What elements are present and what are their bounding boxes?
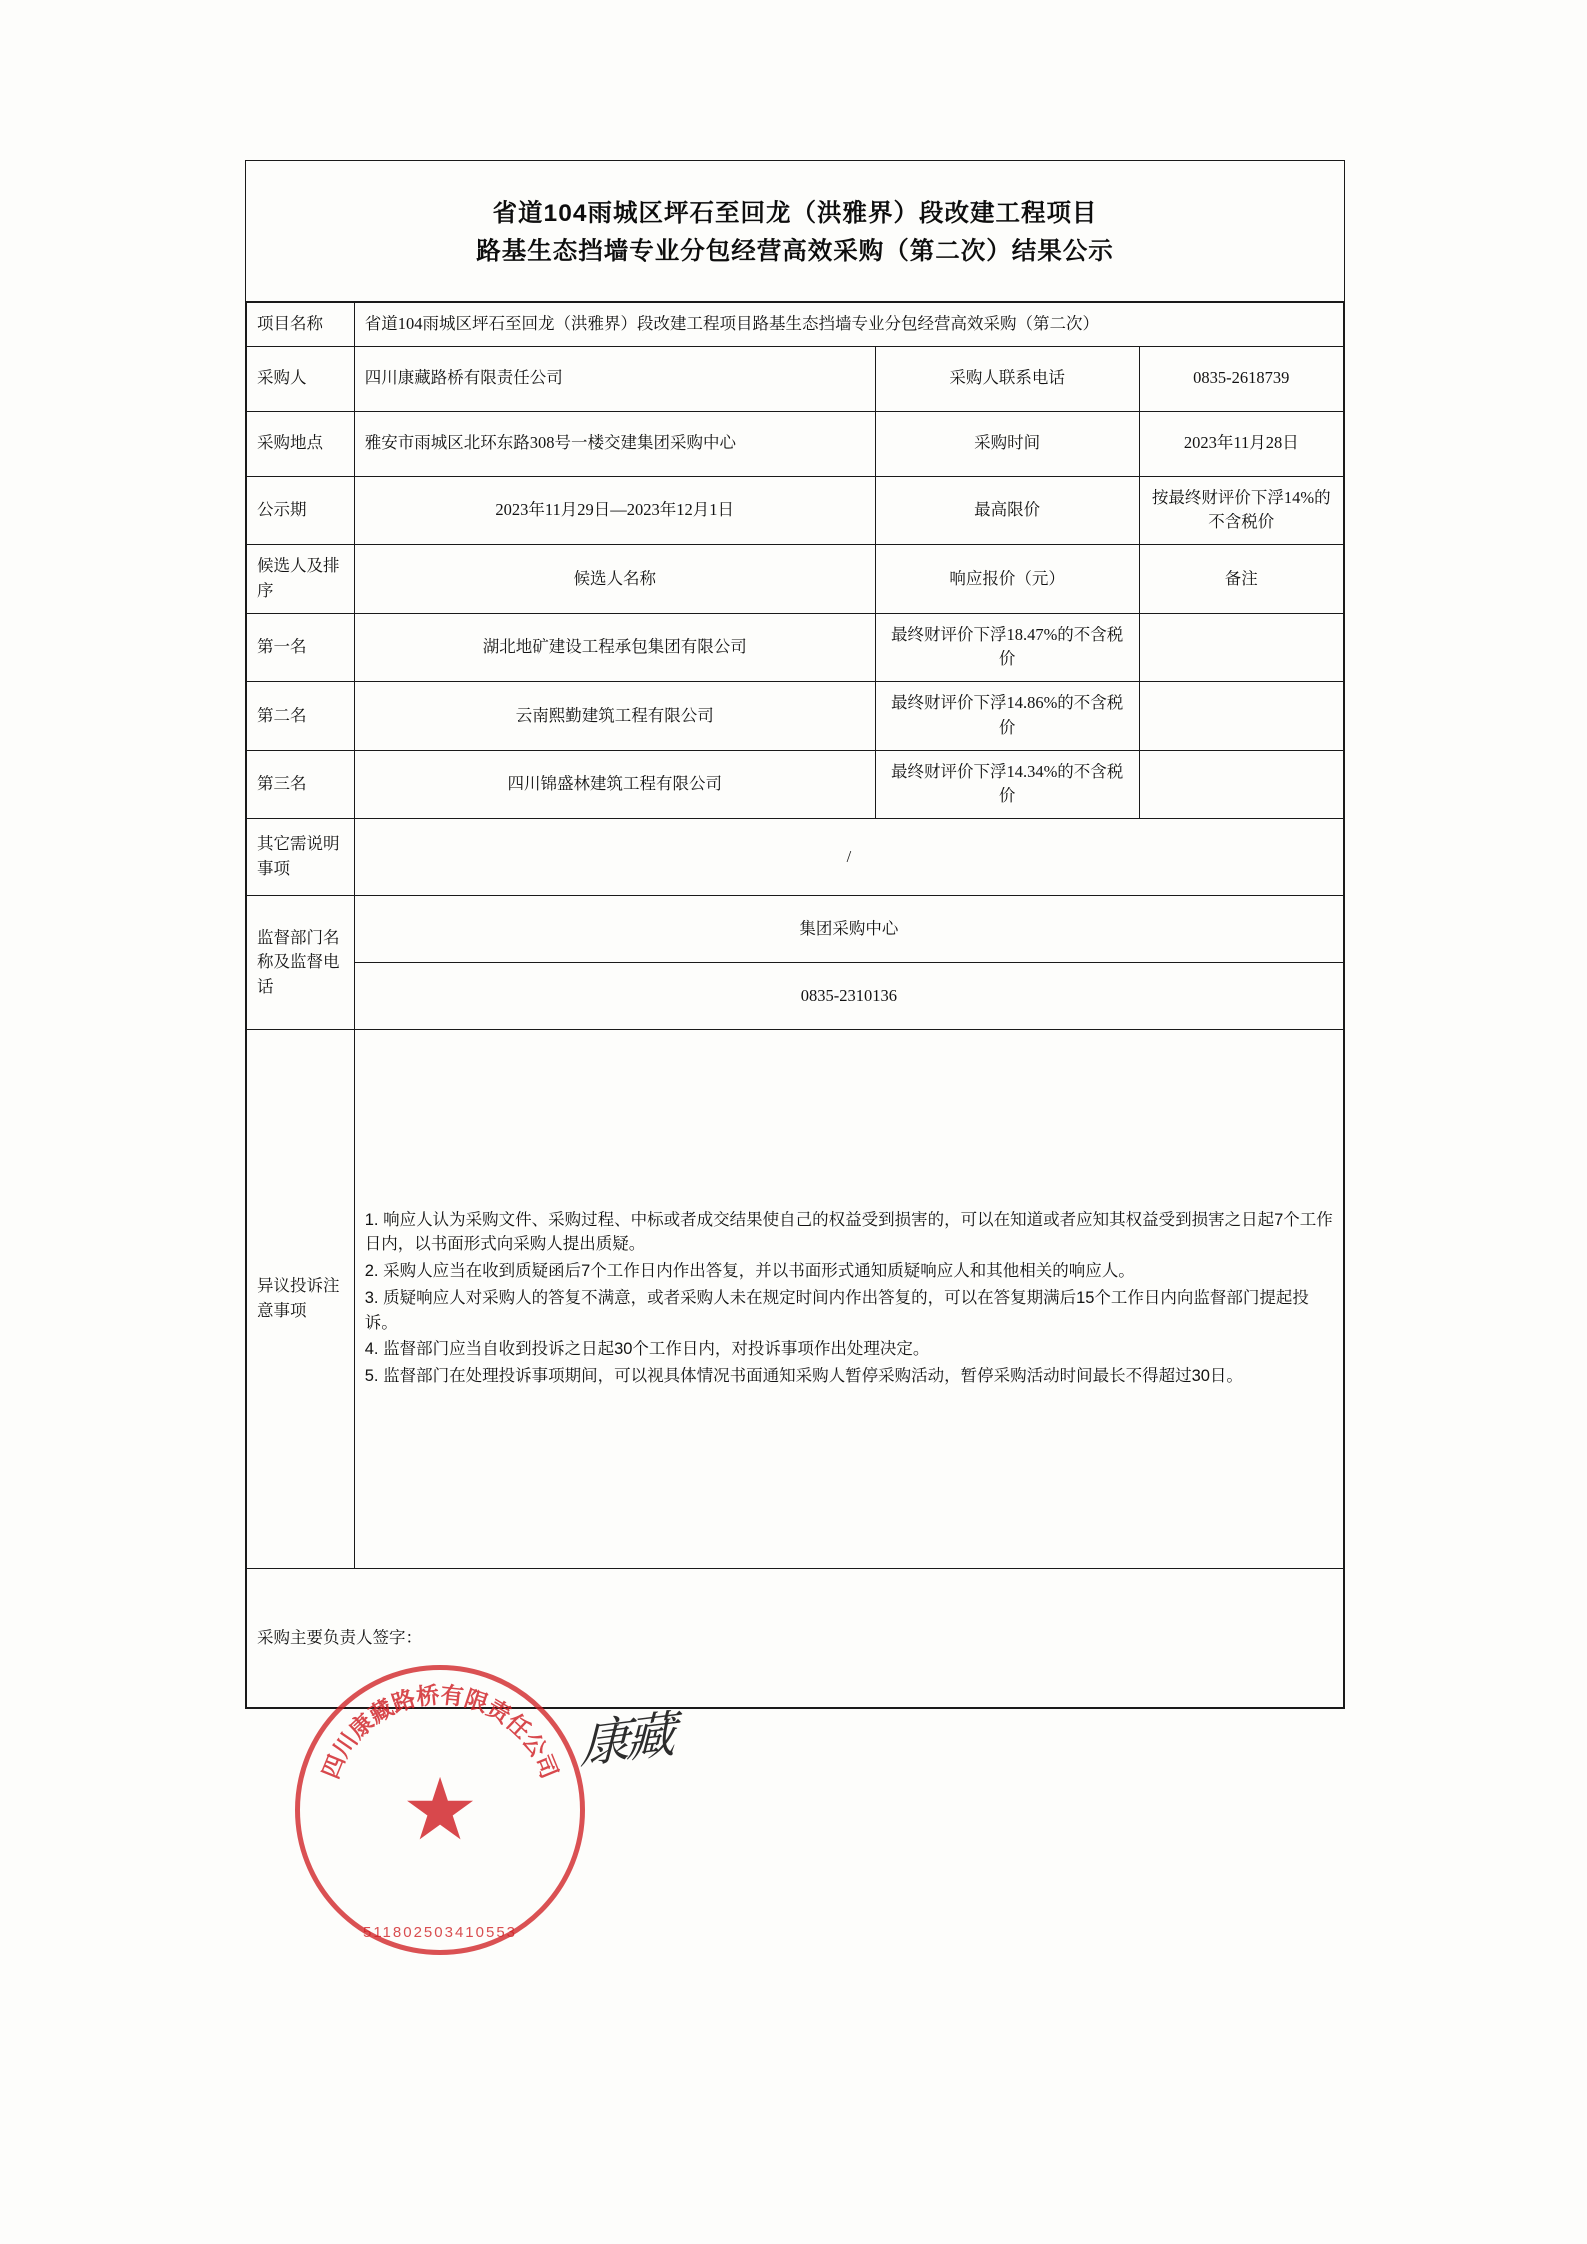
objection-label: 异议投诉注意事项 bbox=[247, 1030, 355, 1569]
supervision-phone: 0835-2310136 bbox=[354, 963, 1343, 1030]
purchaser-value: 四川康藏路桥有限责任公司 bbox=[354, 346, 875, 411]
candidate-2-remark bbox=[1139, 682, 1343, 751]
candidate-2-price: 最终财评价下浮14.86%的不含税价 bbox=[875, 682, 1139, 751]
purchase-place-label: 采购地点 bbox=[247, 411, 355, 476]
table-row-project-name bbox=[247, 302, 1344, 346]
table-row bbox=[247, 750, 1344, 819]
table-row-supervision-phone bbox=[247, 963, 1344, 1030]
candidate-rank-header: 候选人及排序 bbox=[247, 545, 355, 614]
document-title bbox=[246, 161, 1344, 302]
supervision-label: 监督部门名称及监督电话 bbox=[247, 896, 355, 1030]
purchaser-phone-label: 采购人联系电话 bbox=[875, 346, 1139, 411]
table-row bbox=[247, 613, 1344, 682]
candidate-3-rank: 第三名 bbox=[247, 750, 355, 819]
purchaser-phone-value: 0835-2618739 bbox=[1139, 346, 1343, 411]
objection-item-5: 5. 监督部门在处理投诉事项期间，可以视具体情况书面通知采购人暂停采购活动，暂停采购活动时间最长不得超过30日。 bbox=[364, 1367, 1243, 1386]
publicity-period-label: 公示期 bbox=[247, 476, 355, 545]
candidate-name-header: 候选人名称 bbox=[354, 545, 875, 614]
purchaser-label: 采购人 bbox=[247, 346, 355, 411]
handwritten-signature: 康藏 bbox=[579, 1706, 673, 1774]
table-row-other-notes bbox=[247, 819, 1344, 896]
title-line-2: 路基生态挡墙专业分包经营高效采购（第二次）结果公示 bbox=[476, 237, 1114, 265]
title-line-1: 省道104雨城区坪石至回龙（洪雅界）段改建工程项目 bbox=[492, 200, 1098, 227]
objection-item-1: 1. 响应人认为采购文件、采购过程、中标或者成交结果使自己的权益受到损害的，可以在知道或者应知其权益受到损害之日起7个工作日内，以书面形式向采购人提出质疑。 bbox=[364, 1210, 1333, 1254]
publicity-period-value: 2023年11月29日—2023年12月1日 bbox=[354, 476, 875, 545]
objection-item-2: 2. 采购人应当在收到质疑函后7个工作日内作出答复，并以书面形式通知质疑响应人和其他相关的响应人。 bbox=[364, 1262, 1135, 1281]
table-row-publicity-period bbox=[247, 476, 1344, 545]
candidate-remark-header: 备注 bbox=[1139, 545, 1343, 614]
candidate-price-header: 响应报价（元） bbox=[875, 545, 1139, 614]
purchase-place-value: 雅安市雨城区北环东路308号一楼交建集团采购中心 bbox=[354, 411, 875, 476]
max-price-value: 按最终财评价下浮14%的不含税价 bbox=[1139, 476, 1343, 545]
candidate-2-rank: 第二名 bbox=[247, 682, 355, 751]
other-notes-label: 其它需说明事项 bbox=[247, 819, 355, 896]
purchase-time-label: 采购时间 bbox=[875, 411, 1139, 476]
candidate-1-name: 湖北地矿建设工程承包集团有限公司 bbox=[354, 613, 875, 682]
candidate-1-rank: 第一名 bbox=[247, 613, 355, 682]
table-row-supervision-department bbox=[247, 896, 1344, 963]
objection-items bbox=[354, 1030, 1343, 1569]
table-row-purchase-place bbox=[247, 411, 1344, 476]
candidate-1-price: 最终财评价下浮18.47%的不含税价 bbox=[875, 613, 1139, 682]
other-notes-value: / bbox=[354, 819, 1343, 896]
table-row-candidates-header bbox=[247, 545, 1344, 614]
seal-top-text: 四川康藏路桥有限责任公司 bbox=[317, 1681, 563, 1783]
purchase-time-value: 2023年11月28日 bbox=[1139, 411, 1343, 476]
project-name-label: 项目名称 bbox=[247, 302, 355, 346]
project-name-value: 省道104雨城区坪石至回龙（洪雅界）段改建工程项目路基生态挡墙专业分包经营高效采购（第二次） bbox=[354, 302, 1343, 346]
objection-item-3: 3. 质疑响应人对采购人的答复不满意，或者采购人未在规定时间内作出答复的，可以在答复期满后15个工作日内向监督部门提起投诉。 bbox=[364, 1288, 1309, 1332]
max-price-label: 最高限价 bbox=[875, 476, 1139, 545]
seal-code: 511802503410553 bbox=[362, 1924, 518, 1941]
supervision-department: 集团采购中心 bbox=[354, 896, 1343, 963]
candidate-1-remark bbox=[1139, 613, 1343, 682]
signature-label: 采购主要负责人签字： bbox=[247, 1569, 1344, 1708]
candidate-3-remark bbox=[1139, 750, 1343, 819]
announcement-document bbox=[245, 160, 1345, 1709]
candidate-2-name: 云南熙勤建筑工程有限公司 bbox=[354, 682, 875, 751]
main-table bbox=[246, 302, 1344, 1708]
candidate-3-name: 四川锦盛林建筑工程有限公司 bbox=[354, 750, 875, 819]
seal-star-icon: ★ bbox=[401, 1762, 479, 1858]
table-row-signature bbox=[247, 1569, 1344, 1708]
table-row-objection bbox=[247, 1030, 1344, 1569]
table-row bbox=[247, 682, 1344, 751]
candidate-3-price: 最终财评价下浮14.34%的不含税价 bbox=[875, 750, 1139, 819]
objection-item-4: 4. 监督部门应当自收到投诉之日起30个工作日内，对投诉事项作出处理决定。 bbox=[364, 1340, 930, 1359]
table-row-purchaser bbox=[247, 346, 1344, 411]
